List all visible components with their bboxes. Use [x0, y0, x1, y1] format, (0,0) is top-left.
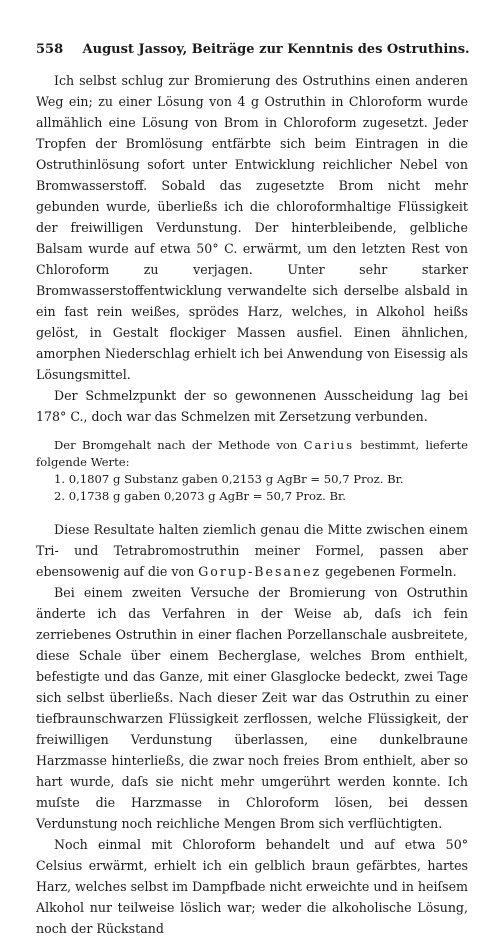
paragraph-bromine-content: Der Bromgehalt nach der Methode von Carius bestimmt, lieferte folgende Werte: [36, 438, 468, 469]
analysis-result-1: 1. 0,1807 g Substanz gaben 0,2153 g AgBr = 50,7 Proz. Br. [54, 472, 404, 486]
author-name-gorup-besanez: Gorup-Besanez [198, 564, 322, 579]
paragraph-melting-point: Der Schmelzpunkt der so gewonnenen Ausscheidung lag bei 178° C., doch war das Schmelzen mit Zersetzung verbunden. [36, 388, 468, 424]
running-title: August Jassoy, Beiträge zur Kenntnis des Ostruthins. [82, 42, 470, 57]
paragraph-second-experiment: Bei einem zweiten Versuche der Bromierung von Ostruthin änderte ich das Verfahren in der Weise ab, daſs ich fein zerriebenes Ostruthin in einer flachen Porzellanschale ausbreitete, diese Schale über einem Becherglase, welches Brom enthielt, befestigte und das Ganze, mit einer Glasglocke bedeckt, zwei Tage sich selbst überließs. Nach dieser Zeit war das Ostruthin zu einer tiefbraunschwarzen Flüssigkeit zerflossen, welche Flüssigkeit, der freiwilligen Verdunstung überlassen, eine dunkelbraune Harzmasse hinterließs, die zwar noch freies Brom enthielt, aber so hart wurde, daſs sie nicht mehr umgerührt werden konnte. Ich muſste die Harzmasse in Chloroform lösen, bei dessen Verdunstung noch reichliche Mengen Brom sich verflüchtigten. [36, 585, 468, 831]
analysis-result-2: 2. 0,1738 g gaben 0,2073 g AgBr = 50,7 Proz. Br. [54, 489, 346, 503]
main-text [36, 70, 468, 939]
running-header [36, 42, 468, 57]
author-name-carius: Carius [303, 438, 355, 452]
resume-text [36, 519, 468, 939]
paragraph-bromination-method: Ich selbst schlug zur Bromierung des Ostruthins einen anderen Weg ein; zu einer Lösung von 4 g Ostruthin in Chloroform wurde allmählich eine Lösung von Brom in Chloroform zugesetzt. Jeder Tropfen der Bromlösung entfärbte sich beim Eintragen in die Ostruthinlösung sofort unter Entwicklung reichlicher Nebel von Bromwasserstoff. Sobald das zugesetzte Brom nicht mehr gebunden wurde, überließs ich die chloroformhaltige Flüssigkeit der freiwilligen Verdunstung. Der hinterbleibende, gelbliche Balsam wurde auf etwa 50° C. erwärmt, um den letzten Rest von Chloroform zu verjagen. Unter sehr starker Bromwasserstoffentwicklung verwandelte sich derselbe alsbald in ein fast rein weißes, sprödes Harz, welches, in Alkohol heißs gelöst, in Gestalt flockiger Massen ausfiel. Einen ähnlichen, amorphen Niederschlag erhielt ich bei Anwendung von Eisessig als Lösungsmittel. [36, 73, 468, 382]
analysis-results-list [36, 471, 468, 505]
page-number: 558 [36, 42, 64, 57]
paragraph-results-discussion: Diese Resultate halten ziemlich genau die Mitte zwischen einem Tri- und Tetrabromostruthin meiner Formel, passen aber ebensowenig auf die von Gorup-Besanez gegebenen Formeln. [36, 522, 468, 579]
paragraph-chloroform-treatment: Noch einmal mit Chloroform behandelt und auf etwa 50° Celsius erwärmt, erhielt ich ein gelblich braun gefärbtes, hartes Harz, welches selbst im Dampfbade nicht erweichte und in heiſsem Alkohol nur teilweise löslich war; weder die alkoholische Lösung, noch der Rückstand [36, 837, 468, 936]
analysis-block [36, 437, 468, 505]
